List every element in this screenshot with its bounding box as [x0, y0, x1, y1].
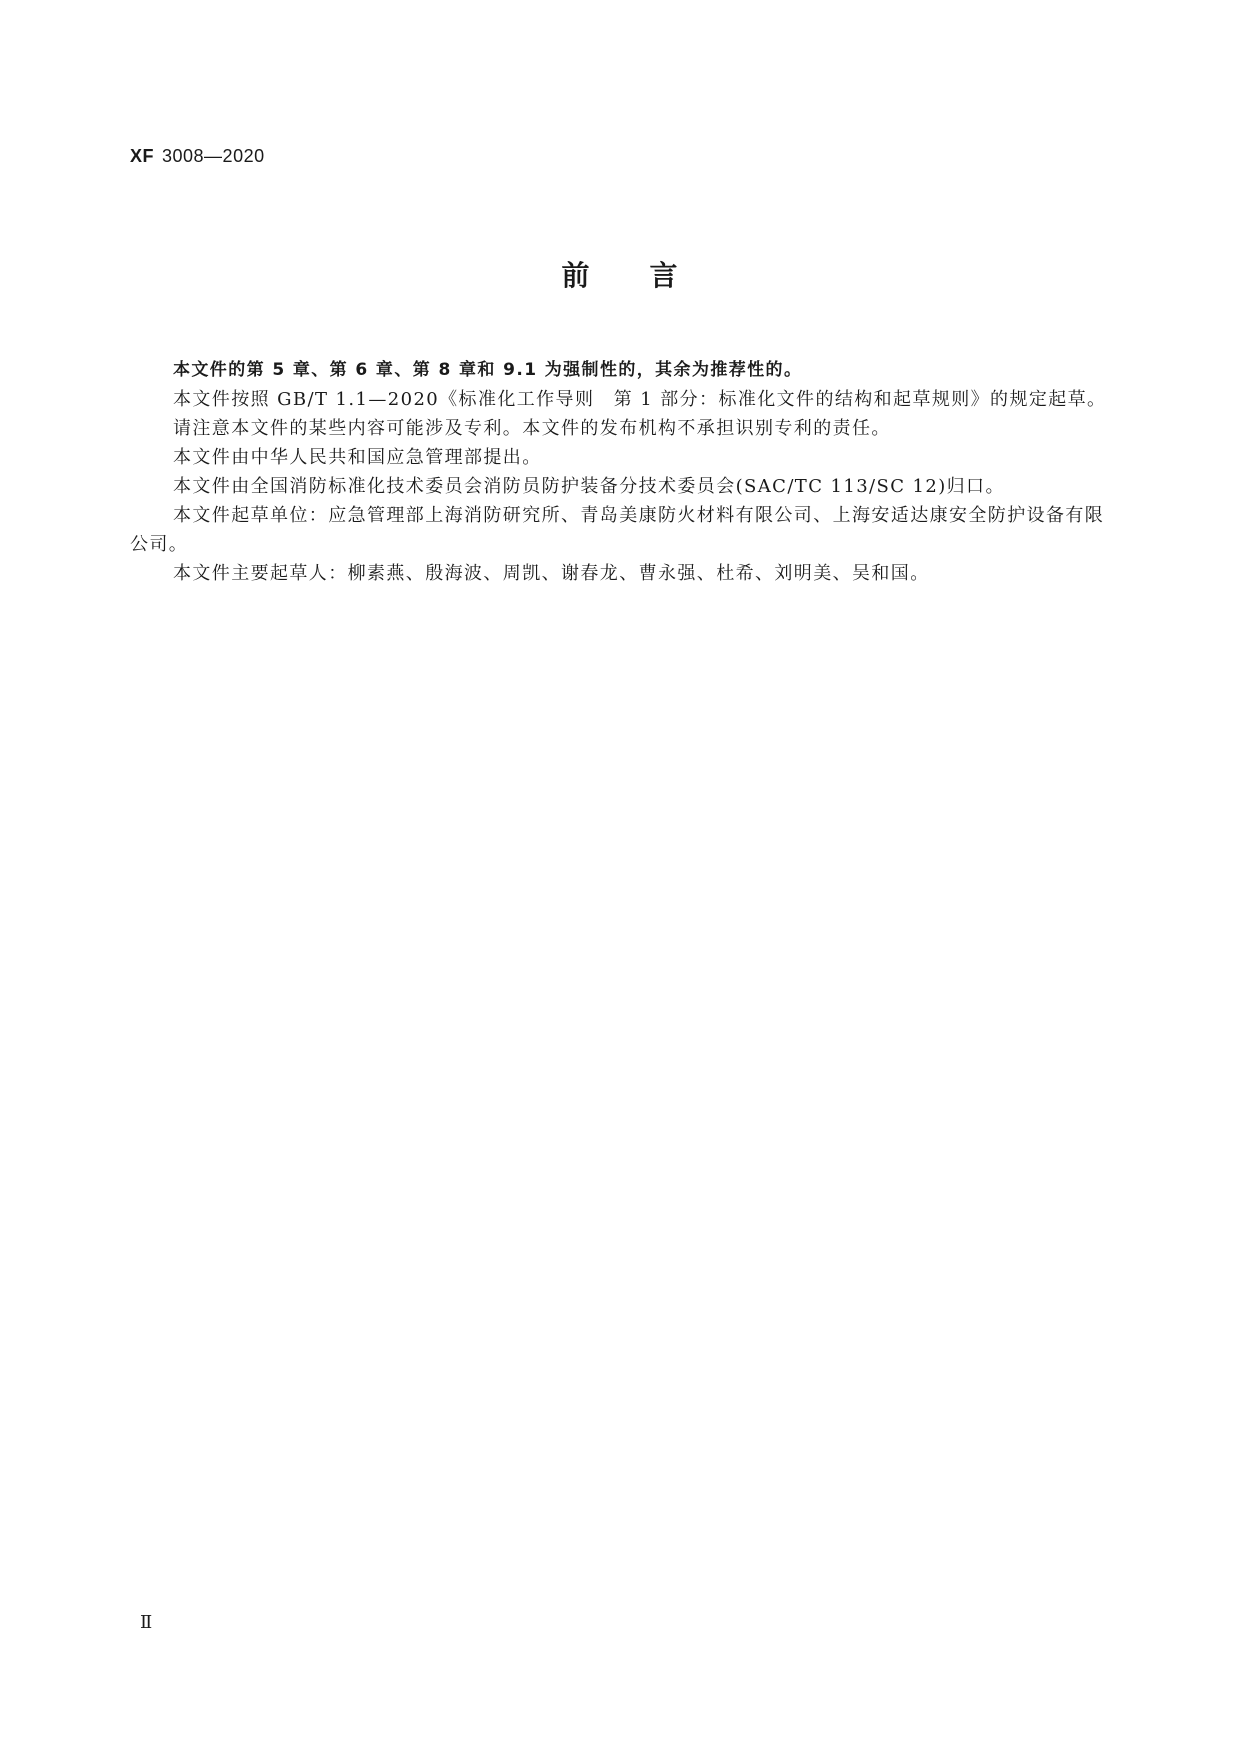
standard-number: 3008—2020 [162, 146, 265, 166]
page-title: 前言 [561, 259, 738, 292]
standard-code-header [130, 146, 265, 167]
paragraph-drafting-units: 本文件起草单位：应急管理部上海消防研究所、青岛美康防火材料有限公司、上海安适达康安全防护设备有限公司。 [130, 505, 1105, 555]
foreword-body [130, 356, 1108, 588]
page-number: Ⅱ [140, 1612, 153, 1633]
paragraph-patent-notice: 请注意本文件的某些内容可能涉及专利。本文件的发布机构不承担识别专利的责任。 [173, 418, 891, 439]
paragraph-drafters: 本文件主要起草人：柳素燕、殷海波、周凯、谢春龙、曹永强、杜希、刘明美、吴和国。 [173, 563, 930, 584]
paragraph-proposer: 本文件由中华人民共和国应急管理部提出。 [173, 447, 542, 468]
paragraph-mandatory-clauses: 本文件的第 5 章、第 6 章、第 8 章和 9.1 为强制性的，其余为推荐性的。 [173, 360, 803, 380]
paragraph-drafting-rules: 本文件按照 GB/T 1.1—2020《标准化工作导则 第 1 部分：标准化文件的结构和起草规则》的规定起草。 [173, 389, 1107, 410]
standard-prefix: XF [130, 146, 155, 166]
paragraph-technical-committee: 本文件由全国消防标准化技术委员会消防员防护装备分技术委员会(SAC/TC 113/SC 12)归口。 [173, 476, 1005, 497]
